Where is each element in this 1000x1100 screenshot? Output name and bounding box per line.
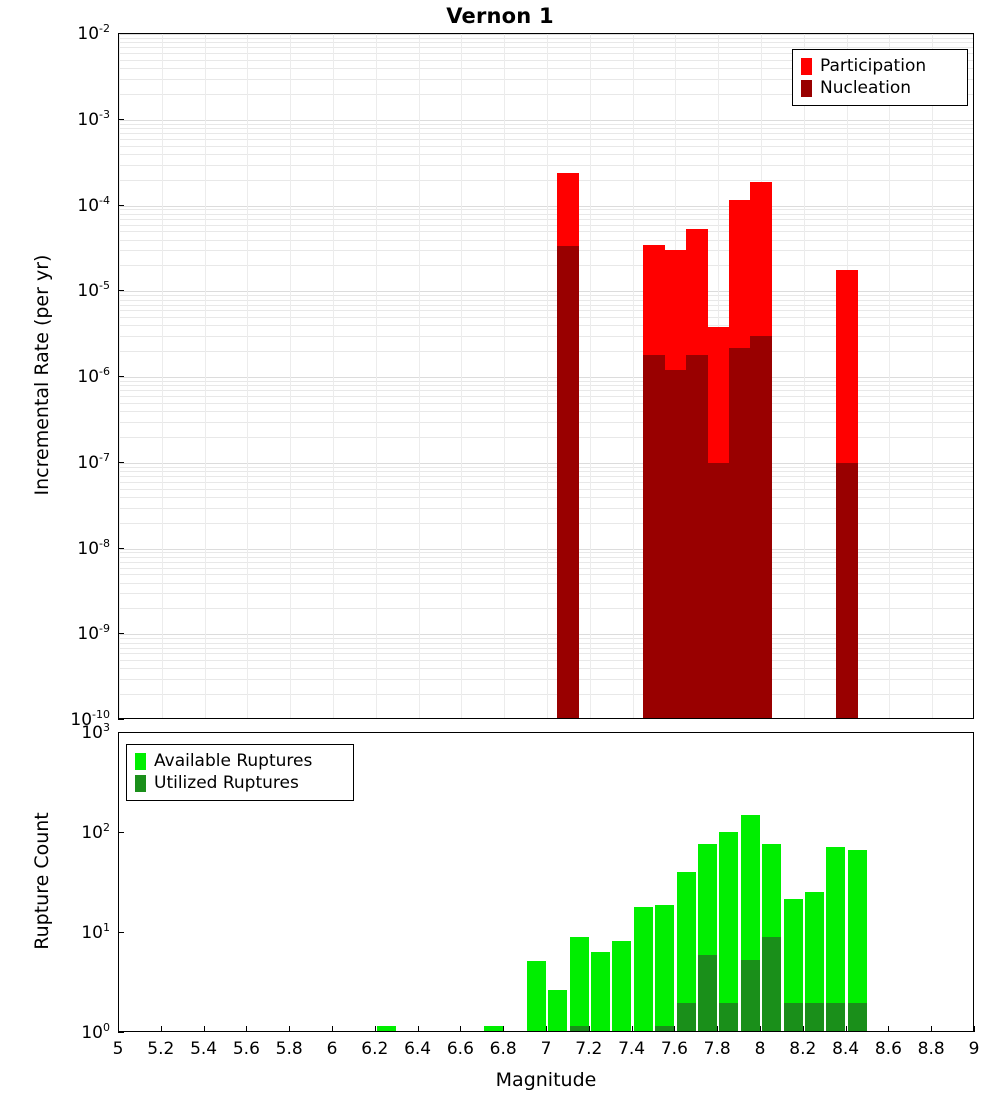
bar-nucleation [729, 348, 751, 719]
bar-available-ruptures [591, 952, 610, 1032]
y-tick-mark [118, 1032, 124, 1033]
bar-available-ruptures [612, 941, 631, 1032]
x-tick-mark [632, 1026, 633, 1032]
page-title: Vernon 1 [446, 4, 554, 28]
x-tick-label: 5.8 [275, 1039, 303, 1059]
x-tick-mark [246, 1026, 247, 1032]
legend-swatch-participation [801, 58, 812, 75]
x-tick-label: 7.2 [575, 1039, 603, 1059]
incremental-rate-plot [118, 33, 974, 719]
x-tick-label: 8.4 [832, 1039, 860, 1059]
x-tick-mark [589, 1026, 590, 1032]
bar-available-ruptures [634, 907, 653, 1032]
legend-label-nucleation: Nucleation [820, 77, 912, 98]
bar-nucleation [686, 355, 708, 719]
bar-nucleation [557, 246, 579, 719]
y-tick-mark [118, 376, 124, 377]
x-tick-label: 8.2 [789, 1039, 817, 1059]
x-tick-label: 5 [112, 1039, 124, 1059]
x-tick-mark [931, 1026, 932, 1032]
bar-available-ruptures [570, 937, 589, 1032]
x-tick-label: 6.8 [489, 1039, 517, 1059]
bar-available-ruptures [655, 905, 674, 1032]
legend-bottom [126, 744, 354, 801]
bar-nucleation [836, 463, 858, 719]
x-tick-label: 6.6 [446, 1039, 474, 1059]
legend-swatch-available [135, 753, 146, 770]
bar-utilized-ruptures [762, 937, 781, 1032]
x-tick-mark [418, 1026, 419, 1032]
y-tick-label: $10^{-10}$ [70, 708, 110, 730]
x-tick-label: 5.4 [190, 1039, 218, 1059]
bars-top [119, 34, 973, 718]
x-tick-mark [332, 1026, 333, 1032]
legend-label-utilized: Utilized Ruptures [154, 772, 299, 793]
bar-nucleation [750, 336, 772, 719]
legend-label-available: Available Ruptures [154, 750, 313, 771]
bar-utilized-ruptures [570, 1026, 589, 1031]
x-tick-mark [674, 1026, 675, 1032]
y-tick-label: $10^{-9}$ [77, 622, 110, 645]
x-tick-mark [375, 1026, 376, 1032]
y-tick-label: $10^1$ [81, 921, 110, 943]
y-tick-mark [118, 119, 124, 120]
x-tick-label: 6.4 [404, 1039, 432, 1059]
x-tick-label: 8.6 [874, 1039, 902, 1059]
bar-available-ruptures [377, 1026, 396, 1031]
x-tick-mark [161, 1026, 162, 1032]
bar-nucleation [643, 355, 665, 719]
x-tick-label: 5.6 [232, 1039, 260, 1059]
y-axis-label-top: Incremental Rate (per yr) [31, 254, 53, 496]
x-tick-mark [760, 1026, 761, 1032]
legend-item-nucleation [801, 77, 959, 99]
y-tick-label: $10^3$ [81, 721, 110, 743]
bar-nucleation [664, 370, 686, 719]
legend-item-available-ruptures [135, 750, 345, 772]
x-tick-label: 7.8 [703, 1039, 731, 1059]
y-tick-mark [118, 33, 124, 34]
legend-swatch-nucleation [801, 80, 812, 97]
x-axis-label: Magnitude [495, 1069, 597, 1091]
x-tick-label: 8 [754, 1039, 766, 1059]
legend-item-utilized-ruptures [135, 772, 345, 794]
bar-utilized-ruptures [719, 1003, 738, 1032]
x-tick-mark [204, 1026, 205, 1032]
y-tick-mark [118, 832, 124, 833]
y-tick-mark [118, 719, 124, 720]
x-tick-label: 9 [968, 1039, 980, 1059]
bar-utilized-ruptures [805, 1003, 824, 1032]
bar-utilized-ruptures [741, 960, 760, 1032]
x-tick-mark [118, 1026, 119, 1032]
bar-utilized-ruptures [784, 1003, 803, 1032]
y-tick-mark [118, 290, 124, 291]
y-tick-mark [118, 548, 124, 549]
x-tick-mark [460, 1026, 461, 1032]
x-tick-label: 7.4 [618, 1039, 646, 1059]
y-tick-label: $10^{-8}$ [77, 536, 110, 559]
x-tick-mark [546, 1026, 547, 1032]
bar-utilized-ruptures [826, 1003, 845, 1032]
bar-available-ruptures [484, 1026, 503, 1031]
x-tick-label: 8.8 [917, 1039, 945, 1059]
y-tick-label: $10^{-5}$ [77, 279, 110, 302]
y-tick-label: $10^{-7}$ [77, 450, 110, 473]
x-tick-mark [974, 1026, 975, 1032]
y-tick-mark [118, 932, 124, 933]
y-tick-mark [118, 205, 124, 206]
y-tick-label: $10^{-3}$ [77, 107, 110, 130]
y-tick-mark [118, 732, 124, 733]
y-tick-label: $10^0$ [81, 1021, 110, 1043]
bar-nucleation [707, 463, 729, 719]
bar-utilized-ruptures [698, 955, 717, 1032]
x-tick-mark [888, 1026, 889, 1032]
legend-item-participation [801, 55, 959, 77]
y-tick-label: $10^{-4}$ [77, 193, 110, 216]
x-tick-label: 5.2 [147, 1039, 175, 1059]
x-tick-mark [846, 1026, 847, 1032]
bar-utilized-ruptures [677, 1003, 696, 1032]
legend-top [792, 49, 968, 106]
y-tick-label: $10^2$ [81, 821, 110, 843]
x-tick-label: 6.2 [361, 1039, 389, 1059]
y-tick-mark [118, 633, 124, 634]
x-tick-mark [289, 1026, 290, 1032]
y-tick-label: $10^{-6}$ [77, 365, 110, 387]
legend-label-participation: Participation [820, 55, 927, 76]
y-axis-label-bottom: Rupture Count [31, 812, 53, 950]
y-tick-mark [118, 462, 124, 463]
x-tick-label: 6 [326, 1039, 338, 1059]
legend-swatch-utilized [135, 775, 146, 792]
x-tick-mark [803, 1026, 804, 1032]
x-tick-label: 7.6 [660, 1039, 688, 1059]
x-tick-mark [717, 1026, 718, 1032]
bar-utilized-ruptures [655, 1026, 674, 1031]
x-tick-label: 7 [540, 1039, 552, 1059]
bar-available-ruptures [527, 961, 546, 1032]
bar-utilized-ruptures [848, 1003, 867, 1032]
bar-available-ruptures [548, 990, 567, 1032]
x-tick-mark [503, 1026, 504, 1032]
y-tick-label: $10^{-2}$ [77, 22, 110, 44]
